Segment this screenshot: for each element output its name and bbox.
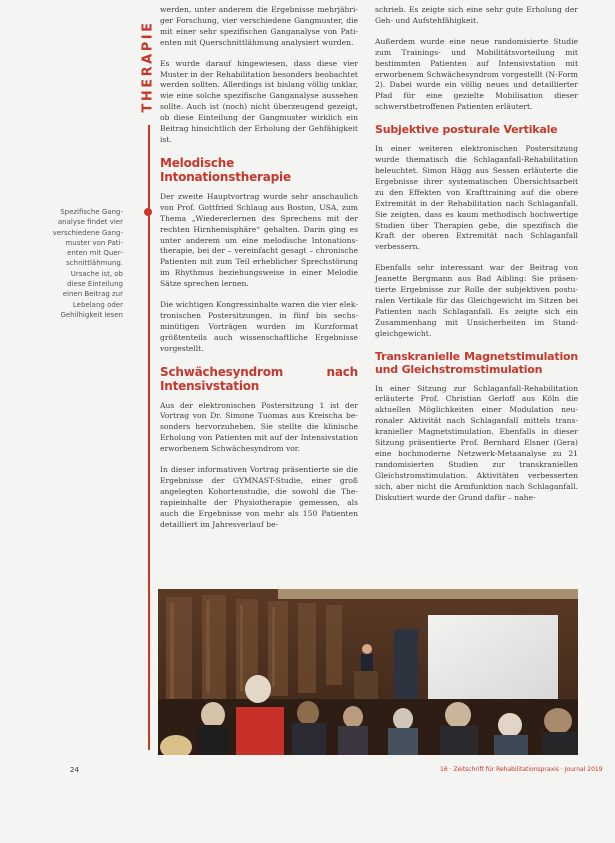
section-heading: Melodische Intonationstherapie — [160, 155, 291, 184]
section-heading: Schwächesyndrom nach Intensivstation — [160, 364, 358, 393]
paragraph: In einer Sitzung zur Schlaganfall-Rehabilitation erläuterte Prof. Christian Gerloff aus Köln die aktuellen Möglichkeiten einer Modulation neuronaler Aktivität nach Schlaganfall mittels transkranieller Magnetstimulation. Ebenfalls in dieser Sitzung präsentierte Prof. Bernhard Elsner (Gera) eine hochmoderne Netzwerk-Metaanalyse zu 21 randomisierten Studien zur transkraniellen Gleichstromstimulation. Aktivitäten verbesserten sich, aber nicht die Armfunktion nach Schlaganfall. Diskutiert wurde der Grund dafür – nahe- — [375, 383, 578, 502]
paragraph: In einer weiteren elektronischen Postersitzung wurde thematisch die Schlaganfall-Rehabilitation beleuchtet. Simon Hägg aus Sessen erläuterte die Ergebnisse ihrer systematischen Übersichtsarbeit zu den Effekten von Krafttraining auf die obere Extremität in der Rehabilitation nach Schlaganfall. Sie zeigten, dass es kaum methodisch hochwertige Studien über Therapien gebe, die spezifisch die Kraft der oberen Extremität nach Schlaganfall verbessern. — [375, 144, 578, 252]
journal-footer: 16 · Zeitschrift für Rehabilitationspraxis · Journal 2019 — [440, 766, 603, 773]
section-heading: Transkranielle Magnetstimulation und Gleichstromstimulation — [375, 349, 578, 376]
conference-photo — [158, 589, 578, 755]
margin-note: Spezifische Ganganalyse findet vier verschiedene Gangmuster von Patienten mit Querschnittlähmung. Ursache ist, ob diese Einteilung einen Beitrag zur Lebelang oder Gehilhigkeit lesen — [52, 208, 123, 319]
section-tab-label: THERAPIE — [140, 20, 156, 113]
paragraph: Der zweite Hauptvortrag wurde sehr anschaulich von Prof. Gottfried Schlaug aus Boston, USA, zum Thema „Wiedererlernen des Sprechens mit der rechten Hirnhemisphäre“ gehalten. Darin ging es unter anderem um eine melodische Intonationstherapie, bei der – vereinfacht gesagt – chronische Patienten mit zum Teil erheblicher Sprechstörung im Rhythmus beziehungsweise in einer Melodie Sätze sprechen lernen. — [160, 191, 358, 289]
section-heading: Subjektive posturale Vertikale — [375, 123, 558, 137]
red-divider-rule — [148, 125, 150, 750]
red-bullet-dot — [144, 208, 152, 216]
paragraph: Die wichtigen Kongressinhalte waren die vier elektronischen Postersitzungen, in fünf bis sechsminütigen Vorträgen wurden im Kurzformat größtenteils auch wissenschaftliche Ergebnisse vorgestellt. — [160, 300, 358, 353]
page-number: 24 — [70, 766, 79, 774]
paragraph: Es wurde darauf hingewiesen, dass diese vier Muster in der Rehabilitation besonders beobachtet werden sollten. Allerdings ist bislang völlig unklar, wie eine solche spezifische Ganganalyse aussehen sollte. Auch ist (noch) nicht überzeugend gezeigt, ob diese Einteilung der Gangmuster wirklich ein Beitrag hinsichtlich der Erholung der Gehfähigkeit ist. — [160, 58, 358, 144]
paragraph: schrieb. Es zeigte sich eine sehr gute Erholung der Geh- und Aufstehfähigkeit. — [375, 5, 578, 25]
text-column-left — [160, 5, 358, 541]
conference-photo-drawing — [158, 589, 578, 755]
section-tab — [137, 20, 156, 114]
text-column-right — [375, 5, 578, 514]
paragraph: werden, unter anderem die Ergebnisse mehrjähriger Forschung, vier verschiedene Gangmuster, die mit einer sehr spezifischen Ganganalyse von Patienten mit Querschnittlähmung analysiert wurden. — [160, 5, 358, 47]
paragraph: Ebenfalls sehr interessant war der Beitrag von Jeanette Bergmann aus Bad Aibling: Sie präsentierte Ergebnisse zur Rolle der subjektiven posturalen Vertikale für das Gleichgewicht im Sitzen bei Patienten nach Schlaganfall. Es zeigte sich ein Zusammenhang mit Unsicherheiten im Standgleichgewicht. — [375, 263, 578, 338]
paragraph: Aus der elektronischen Postersitzung 1 ist der Vortrag von Dr. Simone Tuomas aus Kreischa besonders hervorzuheben. Sie stellte die klinische Erholung von Patienten mit auf der Intensivstation erworbenem Schwächesyndrom vor. — [160, 400, 358, 454]
paragraph: Außerdem wurde eine neue randomisierte Studie zum Trainings- und Mobilitätsvorteilung mit bestimmten Patienten auf Intensivstation mit erworbenem Schwächesyndrom vorgestellt (N-Form 2). Dabei wurde ein völlig neues und detaillierter Pfad für eine gezielte Mobilisation dieser schwerstbetroffenen Patienten erläutert. — [375, 36, 578, 112]
paragraph: In dieser informativen Vortrag präsentierte sie die Ergebnisse der GYMNAST-Studie, einer groß angelegten Kohortenstudie, die sowohl die Therapieinhalte der Physiotherapie gemessen, als auch die Ergebnisse von mehr als 150 Patienten detailliert im Jahresverlauf be- — [160, 465, 358, 529]
